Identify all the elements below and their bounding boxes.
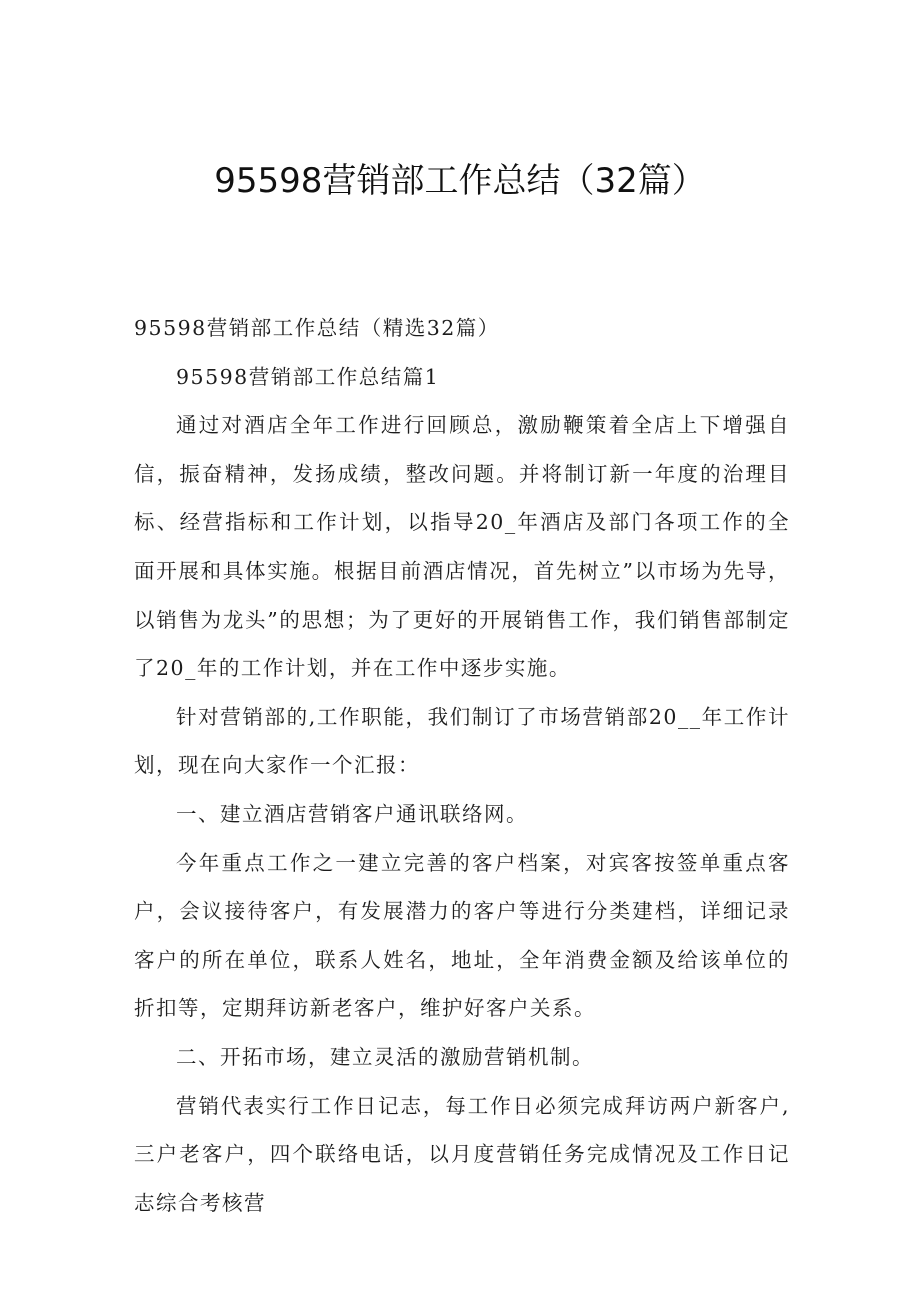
paragraph: 今年重点工作之一建立完善的客户档案，对宾客按签单重点客户，会议接待客户，有发展潜力的客户等进行分类建档，详细记录客户的所在单位，联系人姓名，地址，全年消费金额及给该单位的折扣等，定期拜访新老客户，维护好客户关系。 bbox=[134, 850, 790, 1021]
document-body bbox=[134, 304, 790, 1227]
document-subtitle: 95598营销部工作总结（精选32篇） bbox=[134, 316, 500, 340]
document-title: 95598营销部工作总结（32篇） bbox=[214, 161, 706, 201]
section-heading: 95598营销部工作总结篇1 bbox=[176, 364, 440, 389]
paragraph: 营销代表实行工作日记志，每工作日必须完成拜访两户新客户,三户老客户，四个联络电话，以月度营销任务完成情况及工作日记志综合考核营 bbox=[134, 1093, 790, 1215]
list-heading: 一、建立酒店营销客户通讯联络网。 bbox=[176, 801, 528, 826]
paragraph: 通过对酒店全年工作进行回顾总，激励鞭策着全店上下增强自信，振奋精神，发扬成绩，整改问题。并将制订新一年度的治理目标、经营指标和工作计划，以指导20_年酒店及部门各项工作的全面开展和具体实施。根据目前酒店情况，首先树立”以市场为先导，以销售为龙头”的思想；为了更好的开展销售工作，我们销售部制定了20_年的工作计划，并在工作中逐步实施。 bbox=[134, 413, 790, 681]
paragraph: 针对营销部的,工作职能，我们制订了市场营销部20__年工作计划，现在向大家作一个汇报： bbox=[134, 704, 790, 778]
list-heading: 二、开拓市场，建立灵活的激励营销机制。 bbox=[176, 1044, 594, 1069]
